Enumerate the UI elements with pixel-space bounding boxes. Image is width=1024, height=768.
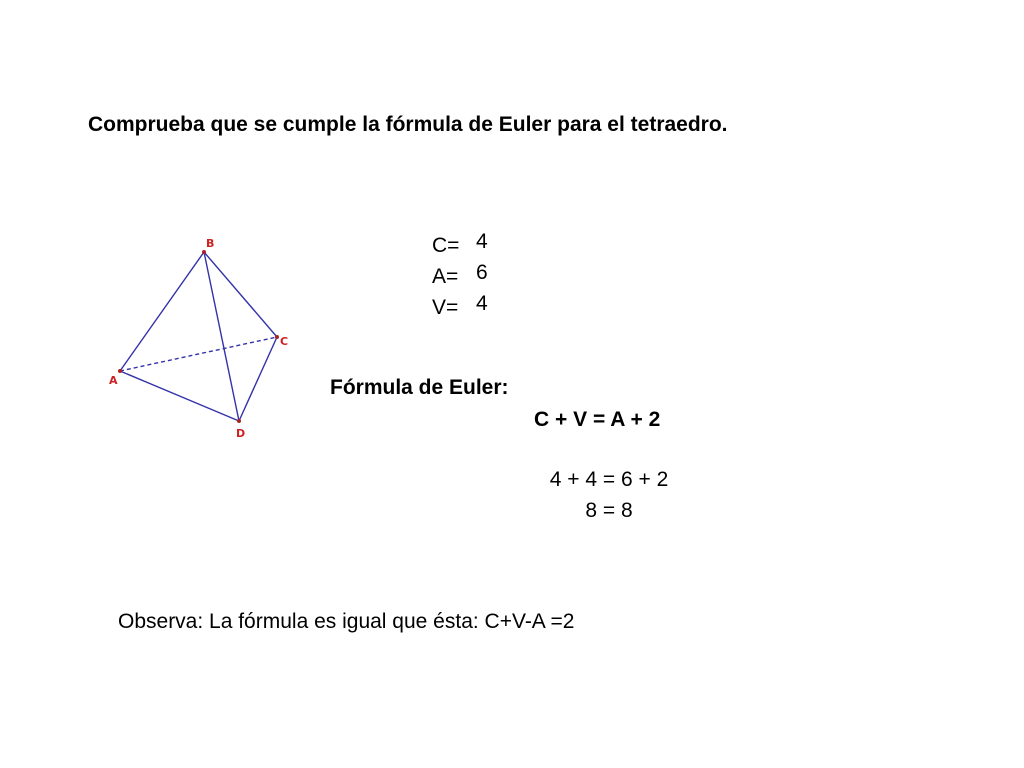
count-value: 6 bbox=[476, 261, 488, 284]
calculation-line-1: 4 + 4 = 6 + 2 bbox=[549, 468, 669, 491]
edge-ac-hidden bbox=[120, 337, 277, 371]
tetrahedron-figure bbox=[100, 228, 300, 448]
formula-heading: Fórmula de Euler: bbox=[330, 376, 509, 399]
calculation-line-2: 8 = 8 bbox=[585, 499, 633, 522]
edge-cd bbox=[239, 337, 277, 421]
vertex-a-point bbox=[118, 369, 122, 373]
vertex-label-a: A bbox=[109, 374, 118, 387]
count-value: 4 bbox=[476, 292, 488, 315]
vertex-label-b: B bbox=[206, 237, 215, 250]
observation-note: Observa: La fórmula es igual que ésta: C+V-A =2 bbox=[118, 610, 575, 633]
vertex-d-point bbox=[237, 419, 241, 423]
edge-bd bbox=[204, 252, 239, 421]
count-label: V= bbox=[432, 296, 459, 319]
count-label: A= bbox=[432, 265, 459, 288]
edge-bc bbox=[204, 252, 277, 337]
edge-ab bbox=[120, 252, 204, 371]
count-label: C= bbox=[432, 234, 460, 257]
vertex-label-c: C bbox=[280, 335, 289, 348]
tetrahedron-vertices bbox=[118, 250, 279, 423]
vertex-b-point bbox=[202, 250, 206, 254]
count-value: 4 bbox=[476, 230, 488, 253]
edge-ad bbox=[120, 371, 239, 421]
instruction-heading: Comprueba que se cumple la fórmula de Euler para el tetraedro. bbox=[88, 113, 728, 136]
vertex-label-d: D bbox=[236, 427, 246, 440]
tetrahedron-edges bbox=[120, 252, 277, 421]
formula-expression: C + V = A + 2 bbox=[534, 408, 661, 431]
vertex-c-point bbox=[275, 335, 279, 339]
